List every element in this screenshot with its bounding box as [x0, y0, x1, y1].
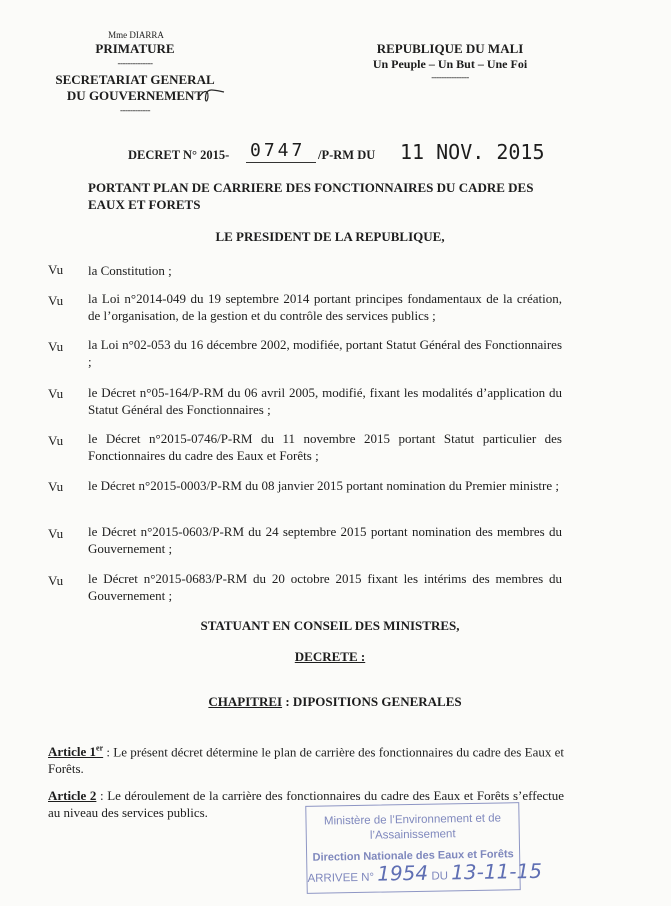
- article-1: [48, 740, 564, 777]
- decree-number-line: [128, 138, 548, 166]
- decree-date: 11 NOV. 2015: [400, 140, 545, 164]
- divider-dashes: ------------: [120, 105, 150, 115]
- vu-label: Vu: [48, 573, 64, 588]
- visa-item: le Décret n°2015-0746/P-RM du 11 novembre 2015 portant Statut particulier des Fonctionnaires du cadre des Eaux et Forêts ;: [88, 431, 562, 463]
- article-1-label: [48, 744, 103, 759]
- divider-dashes: --------------: [117, 58, 153, 68]
- vu-label: Vu: [48, 262, 64, 277]
- stamp-arrival-date: 13-11-15: [450, 858, 543, 885]
- stamp-arrival-line: [307, 858, 543, 887]
- article-2-text: : Le déroulement de la carrière des fonctionnaires du cadre des Eaux et Forêts s’effectue au niveau des services publics.: [48, 788, 564, 820]
- article-1-label-sup: er: [96, 744, 104, 753]
- president-heading: LE PRESIDENT DE LA REPUBLIQUE,: [215, 229, 445, 244]
- visa-item: la Loi n°02-053 du 16 décembre 2002, modifiée, portant Statut Général des Fonctionnaires ;: [88, 337, 562, 369]
- chapter-label: CHAPITREI: [208, 694, 283, 709]
- visa-item: le Décret n°2015-0003/P-RM du 08 janvier 2015 portant nomination du Premier ministre ;: [88, 478, 559, 493]
- visa-item: le Décret n°05-164/P-RM du 06 avril 2005, modifié, fixant les modalités d’application du Statut Général des Fonctionnaires ;: [88, 385, 562, 417]
- vu-label: Vu: [48, 293, 64, 308]
- decrete-heading: DECRETE :: [294, 649, 366, 664]
- stamp-line1: Ministère de l’Environnement et de: [323, 812, 502, 828]
- stamp-line3: Direction Nationale des Eaux et Forêts: [312, 848, 514, 864]
- visa-item: le Décret n°2015-0603/P-RM du 24 septembre 2015 portant nomination des membres du Gouvernement ;: [88, 524, 562, 556]
- vu-label: Vu: [48, 479, 64, 494]
- country-name: REPUBLIQUE DU MALI: [376, 41, 524, 56]
- chapter-title: : DIPOSITIONS GENERALES: [282, 694, 462, 709]
- stamp-line2: l’Assainissement: [369, 828, 456, 842]
- stamp-arrival-number: 1954: [377, 860, 429, 886]
- vu-label: Vu: [48, 339, 64, 354]
- article-1-label-main: Article 1: [48, 744, 97, 760]
- vu-label: Vu: [48, 433, 64, 448]
- stamp-arrival-label: ARRIVEE N°: [307, 871, 375, 885]
- visa-item: la Loi n°2014-049 du 19 septembre 2014 portant principes fondamentaux de la création, de l’organisation, de la gestion et du contrôle des services publics ;: [88, 291, 562, 323]
- number-underline: [246, 162, 316, 163]
- decree-title-line1: PORTANT PLAN DE CARRIERE DES FONCTIONNAIRES DU CADRE DES: [88, 180, 534, 195]
- sg-line2: DU GOUVERNEMENT: [66, 88, 204, 103]
- vu-label: Vu: [48, 386, 64, 401]
- decree-prefix: DECRET N° 2015-: [128, 148, 230, 162]
- sg-line1: SECRETARIAT GENERAL: [55, 72, 215, 87]
- article-1-text: : Le présent décret détermine le plan de carrière des fonctionnaires du cadre des Eaux et Forêts.: [48, 744, 564, 777]
- article-2-label: Article 2: [48, 788, 97, 803]
- visa-item: le Décret n°2015-0683/P-RM du 20 octobre 2015 fixant les intérims des membres du Gouvernement ;: [88, 571, 562, 603]
- national-motto: Un Peuple – Un But – Une Foi: [372, 57, 528, 71]
- vu-label: Vu: [48, 526, 64, 541]
- initial-signature-mark: [198, 84, 226, 106]
- decree-number: 0747: [250, 140, 306, 161]
- decree-suffix: /P-RM DU: [318, 148, 376, 162]
- visa-item: la Constitution ;: [88, 263, 172, 278]
- chapter-heading: [100, 694, 570, 710]
- divider-dashes: ---------------: [431, 72, 469, 82]
- reception-stamp: [305, 802, 543, 894]
- author-initials: Mme DIARRA: [108, 30, 164, 40]
- decree-title-line2: EAUX ET FORETS: [88, 197, 201, 212]
- primature-label: PRIMATURE: [95, 41, 175, 56]
- statuant-heading: STATUANT EN CONSEIL DES MINISTRES,: [200, 618, 460, 633]
- stamp-du-label: DU: [431, 870, 449, 883]
